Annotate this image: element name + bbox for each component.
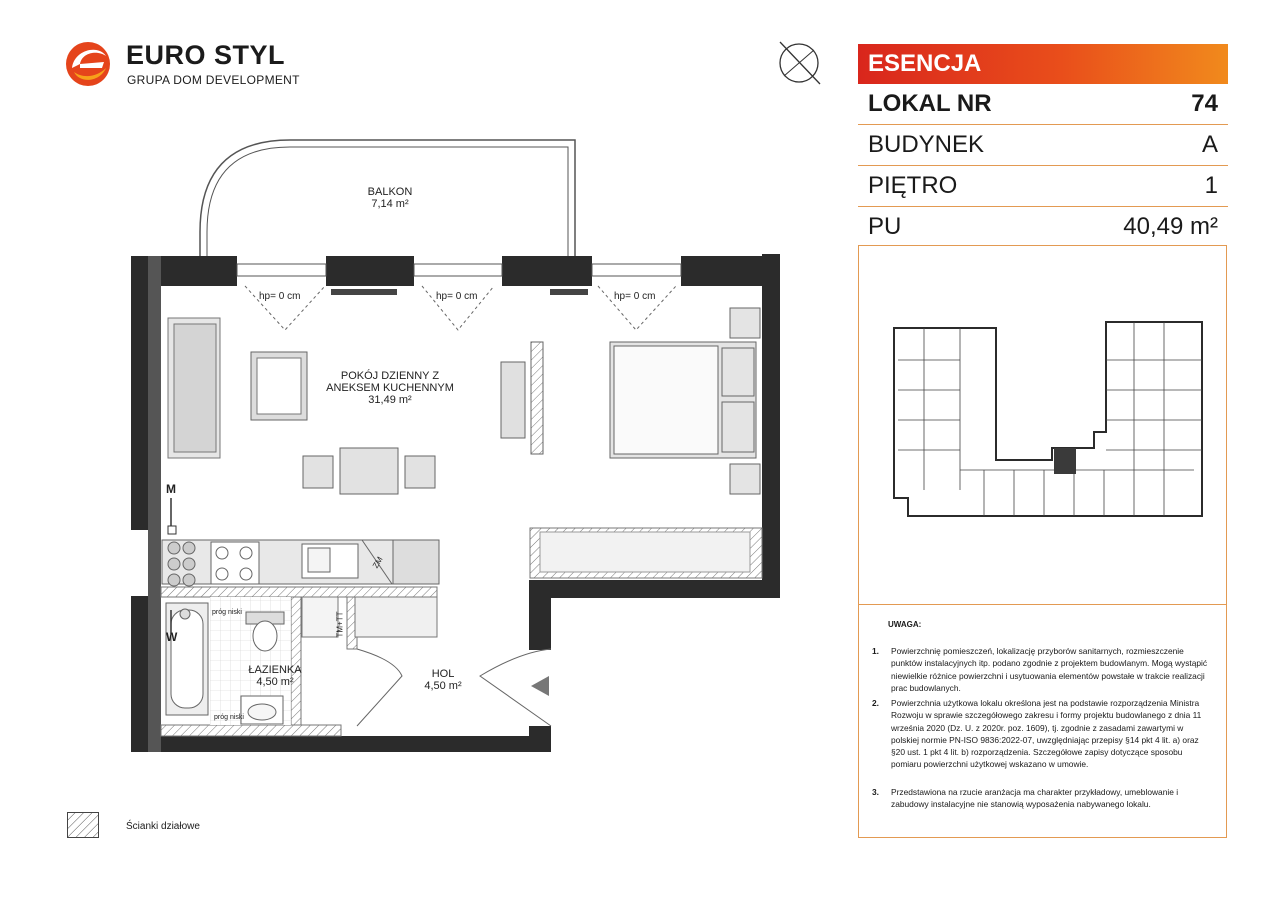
area-row <box>858 207 1228 247</box>
threshold-label-1: próg niski <box>212 609 242 616</box>
area-value: 40,49 m² <box>1123 213 1218 240</box>
unit-number-label: LOKAL NR <box>868 90 992 117</box>
bathroom-label: ŁAZIENKA 4,50 m² <box>248 664 302 688</box>
w-meter-label: W <box>166 630 178 644</box>
zm-label: ZM <box>370 555 385 570</box>
balkon-label: BALKON 7,14 m² <box>367 186 413 210</box>
logo-subtitle: GRUPA DOM DEVELOPMENT <box>127 73 300 87</box>
building-label: BUDYNEK <box>868 131 985 158</box>
note-2 <box>872 697 1212 771</box>
building-key-plan <box>884 300 1204 520</box>
note-2-text: Powierzchnia użytkowa lokalu określona jest na podstawie rozporządzenia Ministra Rozwoju w sprawie szczegółowego zakresu i formy projektu budowlanego z dnia 11 września 2020 (Dz. U. z 2020r. poz. 1609), tj. zgodnie z zasadami zawartymi w polskiej normie PN-ISO 9836:2022-07, uwzględniając przepisy §14 pkt 4 lit. a) oraz §20 ust. 1 pkt 4 lit. b) rozporządzenia. Szczegółowe zapisy dotyczące sposobu pomiaru powierzchni użytkowej wskazano w umowie. <box>891 698 1202 770</box>
legend-label: Ścianki działowe <box>126 821 200 832</box>
window-height-label-1: hp= 0 cm <box>259 291 301 302</box>
note-3-number: 3. <box>872 787 879 797</box>
floor-label: PIĘTRO <box>868 172 958 199</box>
note-1 <box>872 645 1212 694</box>
note-1-number: 1. <box>872 646 879 656</box>
selected-unit-marker <box>1054 448 1076 474</box>
logo-brand: EURO STYL <box>126 40 286 70</box>
building-row <box>858 125 1228 166</box>
info-box-separator <box>858 604 1227 605</box>
partition-wall-legend-icon <box>67 812 99 838</box>
floor-row <box>858 166 1228 207</box>
window-height-label-3: hp= 0 cm <box>614 291 656 302</box>
hall-label: HOL 4,50 m² <box>424 668 462 692</box>
note-1-text: Powierzchnię pomieszczeń, lokalizację przyborów sanitarnych, rozmieszczenie punktów instalacyjnych itp. podano zgodnie z projektem budowlanym. Mogą wystąpić niewielkie różnice powierzchni i usytuowania elementów powstałe w trakcie realizacji prac budowlanych. <box>891 646 1208 693</box>
building-value: A <box>1201 131 1218 158</box>
note-3-text: Przedstawiona na rzucie aranżacja ma charakter przykładowy, umeblowanie i zabudowy instalacyjne nie stanowią wyposażenia nabywanego lokalu. <box>891 787 1179 810</box>
tm-label: TM+TT <box>335 611 345 638</box>
threshold-label-2: próg niski <box>214 714 244 721</box>
investment-name: ESENCJA <box>858 44 1228 84</box>
unit-number-row <box>858 84 1228 125</box>
notes-title: UWAGA: <box>888 620 922 629</box>
window-height-label-2: hp= 0 cm <box>436 291 478 302</box>
note-3 <box>872 786 1212 811</box>
unit-info-table <box>858 44 1228 247</box>
note-2-number: 2. <box>872 698 879 708</box>
floor-value: 1 <box>1204 172 1218 199</box>
living-room-label: POKÓJ DZIENNY Z ANEKSEM KUCHENNYM 31,49 m² <box>326 370 454 406</box>
unit-number-value: 74 <box>1191 90 1218 117</box>
area-label: PU <box>868 213 902 240</box>
m-meter-label: M <box>166 482 176 496</box>
